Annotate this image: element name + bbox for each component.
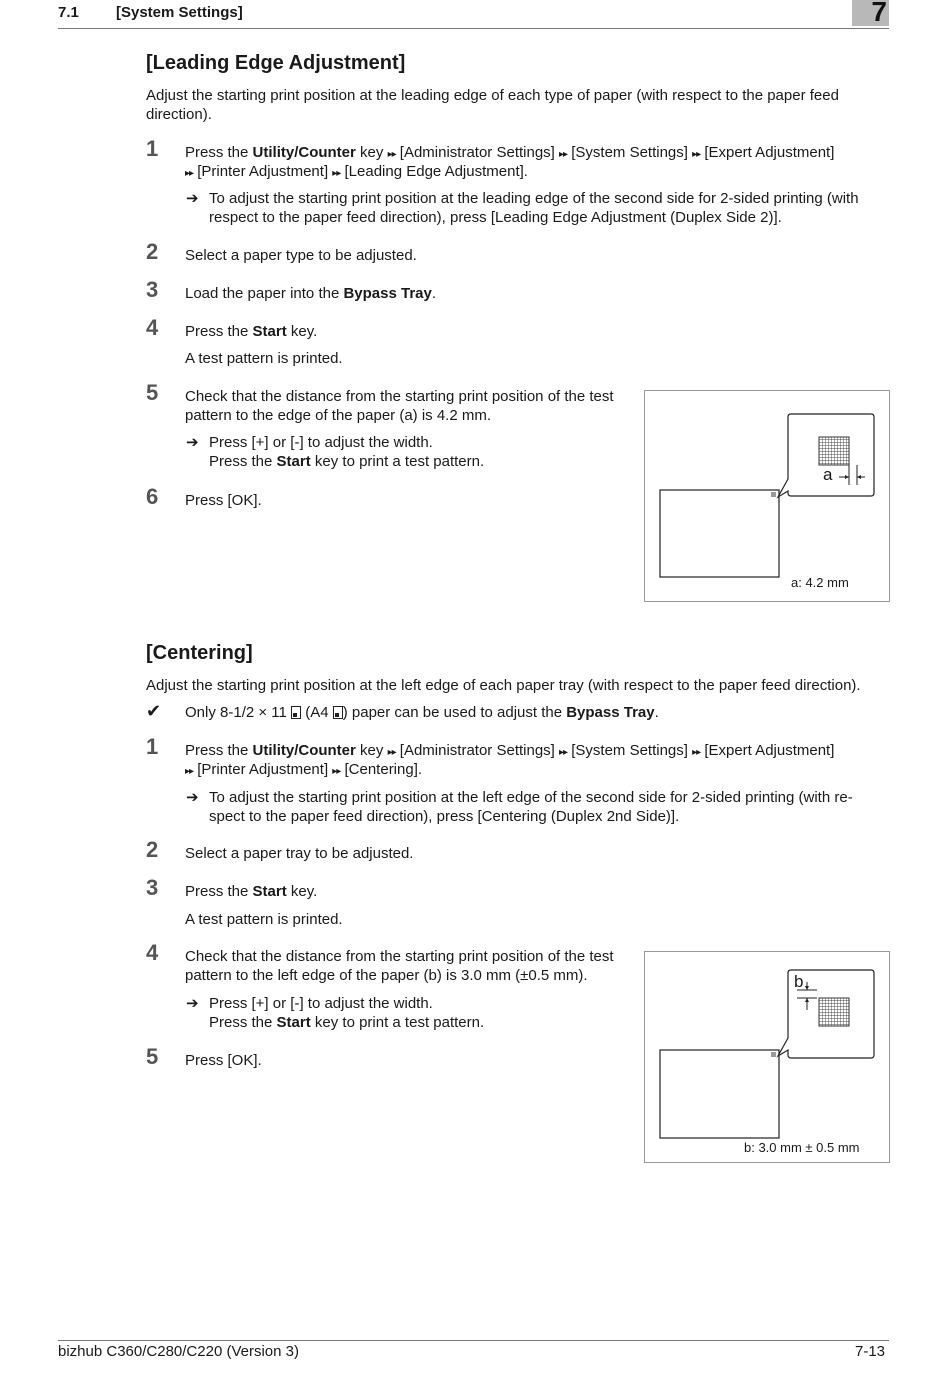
step-text: pattern to the edge of the paper (a) is 4.2 mm. xyxy=(185,407,492,424)
step-text: Check that the distance from the starting print position of the test xyxy=(185,388,614,405)
step-text: Load the paper into the Bypass Tray. xyxy=(185,285,437,302)
print-start-mark xyxy=(771,1052,776,1057)
footer-rule xyxy=(58,1340,889,1341)
print-start-mark xyxy=(771,492,776,497)
centering-intro: Adjust the starting print position at the left edge of each paper tray (with respect to the paper feed direction). xyxy=(146,677,861,694)
step-number: 2 xyxy=(146,837,159,862)
arrow-icon: ➔ xyxy=(186,190,199,207)
paper-orientation-icon xyxy=(333,706,343,719)
forward-arrow-icon: ▸▸ xyxy=(387,747,396,758)
test-pattern-grid xyxy=(819,998,849,1026)
step-number: 1 xyxy=(146,734,159,759)
step-result: A test pattern is printed. xyxy=(185,911,343,928)
step-text: Select a paper tray to be adjusted. xyxy=(185,845,414,862)
dimension-marker: b xyxy=(794,972,804,991)
sub-step-text: Press the Start key to print a test pattern. xyxy=(209,453,485,470)
figure-caption: b: 3.0 mm ± 0.5 mm xyxy=(744,1140,860,1155)
leading-intro-line-1: Adjust the starting print position at the leading edge of each type of paper (with respect to the paper feed xyxy=(146,87,839,104)
step-number: 5 xyxy=(146,380,159,405)
step-text: ▸▸ [Printer Adjustment] ▸▸ [Centering]. xyxy=(185,761,423,778)
forward-arrow-icon: ▸▸ xyxy=(692,149,701,160)
forward-arrow-icon: ▸▸ xyxy=(332,766,341,777)
step-text: Press [OK]. xyxy=(185,492,262,509)
step-number: 2 xyxy=(146,239,159,264)
step-text: Press the Start key. xyxy=(185,323,318,340)
step-number: 4 xyxy=(146,940,159,965)
step-text: pattern to the left edge of the paper (b) is 3.0 mm (±0.5 mm). xyxy=(185,967,588,984)
step-text: ▸▸ [Printer Adjustment] ▸▸ [Leading Edge Adjustment]. xyxy=(185,163,528,180)
leading-edge-figure xyxy=(644,390,890,602)
chapter-number: 7 xyxy=(871,0,887,27)
section-number: 7.1 xyxy=(58,4,79,21)
forward-arrow-icon: ▸▸ xyxy=(692,747,701,758)
paper-outline xyxy=(660,1050,779,1138)
forward-arrow-icon: ▸▸ xyxy=(332,168,341,179)
sub-step-text: To adjust the starting print position at the left edge of the second side for 2-sided printing (with re- xyxy=(209,789,853,806)
centering-figure xyxy=(644,951,890,1163)
arrow-icon: ➔ xyxy=(186,995,199,1012)
forward-arrow-icon: ▸▸ xyxy=(185,168,194,179)
paper-outline xyxy=(660,490,779,577)
sub-step-text: Press the Start key to print a test pattern. xyxy=(209,1014,485,1031)
paper-orientation-icon xyxy=(291,706,301,719)
leading-edge-heading: [Leading Edge Adjustment] xyxy=(146,52,406,74)
step-text: Select a paper type to be adjusted. xyxy=(185,247,417,264)
step-result: A test pattern is printed. xyxy=(185,350,343,367)
step-text: Press the Utility/Counter key ▸▸ [Administrator Settings] ▸▸ [System Settings] ▸▸ [Expert Adjustment] xyxy=(185,742,835,759)
sub-step-text: Press [+] or [-] to adjust the width. xyxy=(209,995,433,1012)
leading-edge-diagram xyxy=(645,391,889,601)
step-text: Check that the distance from the starting print position of the test xyxy=(185,948,614,965)
leading-intro-line-2: direction). xyxy=(146,106,212,123)
step-number: 6 xyxy=(146,484,159,509)
step-number: 3 xyxy=(146,277,159,302)
page-number: 7-13 xyxy=(855,1343,886,1360)
step-number: 1 xyxy=(146,136,159,161)
key-name: Utility/Counter xyxy=(252,144,356,161)
step-number: 5 xyxy=(146,1044,159,1069)
step-number: 3 xyxy=(146,875,159,900)
section-title: [System Settings] xyxy=(116,4,243,21)
header-rule xyxy=(58,28,889,29)
forward-arrow-icon: ▸▸ xyxy=(559,149,568,160)
arrow-icon: ➔ xyxy=(186,434,199,451)
forward-arrow-icon: ▸▸ xyxy=(185,766,194,777)
key-name: Utility/Counter xyxy=(252,742,356,759)
sub-step-text: To adjust the starting print position at the leading edge of the second side for 2-sided printing (with xyxy=(209,190,859,207)
step-number: 4 xyxy=(146,315,159,340)
chapter-tab xyxy=(852,0,889,26)
sub-step-text: Press [+] or [-] to adjust the width. xyxy=(209,434,433,451)
note-text: Only 8-1/2 × 11 (A4 ) paper can be used to adjust the Bypass Tray. xyxy=(185,704,659,721)
step-text: Press the Utility/Counter key ▸▸ [Administrator Settings] ▸▸ [System Settings] ▸▸ [Expert Adjustment] xyxy=(185,144,835,161)
sub-step-text: respect to the paper feed direction), press [Leading Edge Adjustment (Duplex Side 2)]. xyxy=(209,209,782,226)
figure-caption: a: 4.2 mm xyxy=(791,575,849,590)
arrow-icon: ➔ xyxy=(186,789,199,806)
forward-arrow-icon: ▸▸ xyxy=(387,149,396,160)
step-text: Press the Start key. xyxy=(185,883,318,900)
step-text: Press [OK]. xyxy=(185,1052,262,1069)
dimension-marker: a xyxy=(823,465,833,484)
forward-arrow-icon: ▸▸ xyxy=(559,747,568,758)
sub-step-text: spect to the paper feed direction), press [Centering (Duplex 2nd Side)]. xyxy=(209,808,680,825)
centering-heading: [Centering] xyxy=(146,642,253,664)
check-icon: ✔ xyxy=(146,701,162,721)
centering-diagram xyxy=(645,952,889,1162)
test-pattern-grid xyxy=(819,437,849,465)
footer-model: bizhub C360/C280/C220 (Version 3) xyxy=(58,1343,299,1360)
